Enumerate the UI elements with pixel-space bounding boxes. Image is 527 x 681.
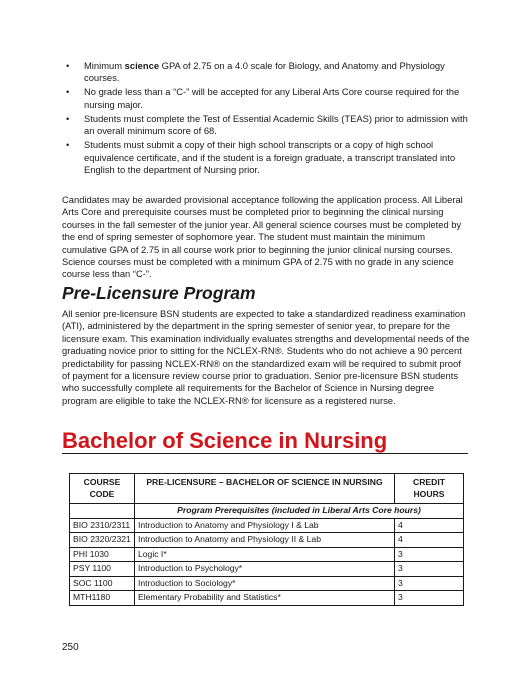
- course-code: PSY 1100: [70, 562, 135, 577]
- table-row: [70, 533, 464, 548]
- column-header-title: PRE-LICENSURE – BACHELOR OF SCIENCE IN NURSING: [135, 474, 395, 504]
- list-item: [64, 60, 474, 85]
- page-number: 250: [62, 642, 79, 653]
- list-item: • No grade less than a “C-” will be accepted for any Liberal Arts Core course required for the nursing major.: [64, 86, 474, 111]
- course-title: Introduction to Psychology*: [135, 562, 395, 577]
- course-code: SOC 1100: [70, 576, 135, 591]
- section-label: Program Prerequisites (included in Liberal Arts Core hours): [135, 504, 464, 519]
- table-row: [70, 591, 464, 606]
- list-item: • Students must submit a copy of their high school transcripts or a copy of high school equivalence certificate, and if the student is a foreign graduate, a transcript translated into English to the department of Nursing prior.: [64, 139, 474, 176]
- course-table: [69, 473, 464, 606]
- course-credits: 4: [395, 533, 464, 548]
- table-header-row: [70, 474, 464, 504]
- list-item-emphasis: science: [124, 60, 160, 71]
- course-credits: 3: [395, 562, 464, 577]
- acceptance-paragraph: Candidates may be awarded provisional acceptance following the application process. All Liberal Arts Core and prerequisite courses must be completed prior to beginning the clinical nursing courses in the fall semester of the junior year. All general science courses must be completed by the end of spring semester of sophomore year. The student must maintain the minimum cumulative GPA of 2.75 in all course work prior to beginning the junior clinical nursing courses. Science courses must be completed with a minimum GPA of 2.75 with no grade in any science course less than “C-”.: [62, 194, 463, 280]
- course-code: MTH1180: [70, 591, 135, 606]
- table-row: [70, 518, 464, 533]
- course-title: Introduction to Sociology*: [135, 576, 395, 591]
- course-code: PHI 1030: [70, 547, 135, 562]
- column-header-credits: CREDIT HOURS: [395, 474, 464, 504]
- course-title: Introduction to Anatomy and Physiology I & Lab: [135, 518, 395, 533]
- course-credits: 4: [395, 518, 464, 533]
- course-code: BIO 2310/2311: [70, 518, 135, 533]
- bsn-heading: Bachelor of Science in Nursing: [62, 428, 388, 453]
- course-title: Logic I*: [135, 547, 395, 562]
- heading-divider: [62, 453, 468, 454]
- list-item: • Students must complete the Test of Essential Academic Skills (TEAS) prior to admission with an overall minimum score of 68.: [64, 113, 474, 138]
- list-item-text: GPA of 2.75 on a 4.0 scale for Biology, and Anatomy and Physiology courses.: [84, 60, 445, 84]
- table-row: [70, 562, 464, 577]
- table-row: [70, 547, 464, 562]
- course-credits: 3: [395, 576, 464, 591]
- course-credits: 3: [395, 591, 464, 606]
- prelicensure-heading: Pre-Licensure Program: [62, 283, 256, 303]
- table-row: [70, 576, 464, 591]
- course-code: BIO 2320/2321: [70, 533, 135, 548]
- course-title: Introduction to Anatomy and Physiology II & Lab: [135, 533, 395, 548]
- prelicensure-paragraph: All senior pre-licensure BSN students are expected to take a standardized readiness examination (ATI), administered by the department in the spring semester of senior year, to prepare for the licensure exam. This examination individually evaluates strengths and developmental needs of the graduating novice prior to sitting for the NCLEX-RN®. Students who do not achieve a 90 percent predictability for passing NCLEX-RN® on the standardized exam will be required to submit proof of payment for a licensure review course prior to graduation. Senior pre-licensure BSN students who successfully complete all requirements for the Bachelor of Science in Nursing degree program are eligible to take the NCLEX-RN® for licensure as a registered nurse.: [62, 308, 470, 406]
- course-credits: 3: [395, 547, 464, 562]
- course-title: Elementary Probability and Statistics*: [135, 591, 395, 606]
- list-item-text: Minimum: [84, 60, 125, 71]
- admission-requirements-list: [64, 60, 474, 178]
- table-section-row: [70, 504, 464, 519]
- column-header-code: COURSE CODE: [70, 474, 135, 504]
